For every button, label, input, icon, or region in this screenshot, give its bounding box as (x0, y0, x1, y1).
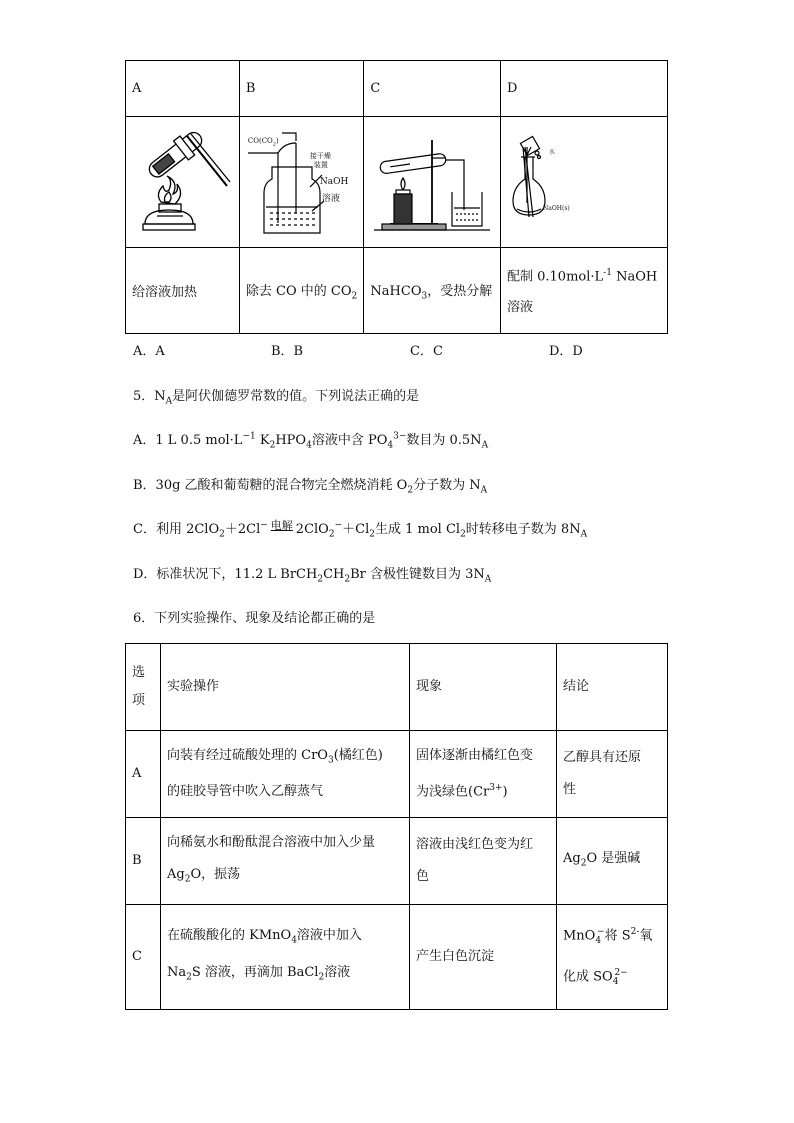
text-fragment: 2- (630, 927, 640, 938)
header-conclusion: 结论 (557, 644, 668, 731)
text-fragment: 生成 1 mol Cl (374, 522, 461, 537)
text-fragment: 溶液由浅红色变为红 (416, 837, 534, 852)
text-fragment: 向稀氨水和酚酞混合溶液中加入少量 (167, 834, 376, 850)
text-fragment: A．1 L 0.5 mol·L (133, 433, 243, 448)
row-c-option: C (126, 905, 161, 1010)
text-fragment: 为浅绿色(Cr (416, 784, 490, 800)
naoh-label: NaOH (319, 177, 349, 187)
row-b-operation (161, 818, 410, 905)
row-c-operation (161, 905, 410, 1010)
text-fragment: 2 (318, 972, 325, 983)
apparatus-d-image (501, 117, 668, 248)
text-fragment: 4 (612, 976, 619, 987)
text-fragment: ) (502, 784, 508, 800)
caption-b (239, 248, 364, 334)
text-fragment: A (480, 485, 488, 496)
text-fragment: 2 (369, 529, 375, 540)
text-fragment: D．标准状况下，11.2 L BrCH (133, 567, 318, 582)
caption-b-text: 除去 CO 中的 CO (245, 283, 352, 299)
row-b-option: B (126, 818, 161, 905)
apparatus-c-image (364, 117, 501, 248)
text-fragment: 2 (186, 972, 192, 983)
header-phenomenon: 现象 (410, 644, 557, 731)
text-fragment: 色 (416, 869, 430, 884)
text-fragment: ＋2Cl (224, 522, 261, 537)
water-label: 水 (549, 149, 556, 156)
gas-label: CO(CO (247, 137, 273, 145)
row-a-operation (161, 731, 410, 818)
text-fragment: A (580, 529, 588, 540)
text-fragment: 2 (269, 440, 276, 451)
caption-d-line1-post: NaOH (611, 269, 658, 285)
text-fragment: O，振荡 (190, 866, 241, 882)
text-fragment (248, 137, 279, 147)
naoh-solid-label: NaOH(s) (543, 205, 570, 212)
q5-stem-num: 5．N (133, 389, 166, 404)
q5-option-c (133, 518, 587, 540)
text-fragment: 溶液中加入 (296, 928, 362, 944)
text-fragment: A (481, 440, 489, 451)
text-fragment: 溶液中含 PO (311, 433, 388, 448)
text-fragment: 3 (327, 755, 334, 766)
text-fragment: 2ClO (295, 522, 329, 537)
text-fragment: 2 (580, 858, 587, 869)
text-fragment: Br 含极性键数目为 3N (350, 567, 485, 582)
caption-b-sub: 2 (351, 291, 358, 302)
row-c-conclusion (557, 905, 668, 1010)
text-fragment: 4 (387, 440, 394, 451)
text-fragment: −1 (242, 431, 256, 442)
caption-a: 给溶液加热 (126, 248, 240, 334)
text-fragment: 乙醇具有还原 (563, 750, 642, 765)
q5-stem (133, 385, 419, 407)
q5-option-b (133, 474, 487, 496)
text-fragment: C．利用 2ClO (133, 522, 220, 537)
header-c: C (364, 61, 501, 117)
table-row (126, 818, 668, 905)
text-fragment: 项 (132, 693, 146, 708)
text-fragment: ＋Cl (342, 522, 370, 537)
caption-c-post: ，受热分解 (427, 283, 493, 299)
text-fragment: Ag (167, 866, 185, 882)
header-option (126, 644, 161, 731)
text-fragment: 的硅胶导管中吹入乙醇蒸气 (167, 784, 324, 800)
text-fragment: 时转移电子数为 8N (465, 522, 581, 537)
row-b-conclusion (557, 818, 668, 905)
volumetric-flask-illustration (501, 117, 667, 243)
caption-d (501, 248, 668, 334)
text-fragment: 在硫酸酸化的 KMnO (167, 928, 292, 944)
text-fragment: O 是强碱 (586, 850, 641, 866)
table-row (126, 731, 668, 818)
apparatus-b-image (239, 117, 364, 248)
row-a-option: A (126, 731, 161, 818)
q5-stem-sub: A (165, 396, 173, 407)
text-fragment: 2− (614, 968, 628, 978)
header-a: A (126, 61, 240, 117)
text-fragment: 2 (328, 529, 335, 540)
text-fragment: 2 (407, 485, 414, 496)
header-operation: 实验操作 (161, 644, 410, 731)
text-fragment: 2 (184, 874, 191, 885)
text-fragment: 2 (219, 529, 225, 540)
text-fragment: 4 (306, 440, 312, 451)
gas-label-close: ) (275, 137, 279, 145)
q4-option-b: B．B (271, 344, 304, 359)
caption-d-line2: 溶液 (507, 299, 534, 315)
text-fragment: (橘红色) (333, 747, 383, 763)
dry-label-1: 接干燥 (309, 152, 331, 160)
q4-option-c: C．C (410, 344, 443, 359)
text-fragment: 固体逐渐由橘红色变 (416, 747, 534, 763)
text-fragment: − (597, 927, 605, 938)
row-b-phenomenon (410, 818, 557, 905)
text-fragment: 溶液 (324, 965, 351, 980)
apparatus-a-image (126, 117, 240, 248)
header-b: B (239, 61, 364, 117)
apparatus-table (125, 60, 668, 334)
text-fragment: A (484, 574, 492, 585)
text-fragment: S 溶液，再滴加 BaCl (191, 965, 319, 980)
text-fragment: 3− (393, 431, 407, 442)
row-c-phenomenon: 产生白色沉淀 (410, 905, 557, 1010)
text-fragment: 化成 SO (563, 969, 613, 985)
q5-option-a (133, 429, 488, 451)
heating-decomposition-illustration (370, 120, 494, 240)
caption-c-text: NaHCO (370, 283, 422, 299)
text-fragment: 4 (291, 936, 297, 946)
text-fragment: − (260, 520, 268, 531)
row-a-conclusion (557, 731, 668, 818)
electrolysis-arrow: 电解 (270, 519, 293, 532)
experiment-table (125, 643, 668, 1010)
text-fragment: Ag (563, 850, 581, 866)
row-a-phenomenon (410, 731, 557, 818)
q4-option-a: A．A (133, 344, 165, 359)
text-fragment: 氧 (639, 928, 653, 944)
text-fragment: K (255, 433, 270, 448)
text-fragment: B．30g 乙酸和葡萄糖的混合物完全燃烧消耗 O (133, 478, 408, 493)
text-fragment: 将 S (604, 928, 631, 944)
text-fragment: 向装有经过硫酸处理的 CrO (167, 747, 328, 763)
text-fragment: − (334, 520, 343, 531)
text-fragment: 性 (563, 782, 577, 797)
test-tube-heating-illustration (127, 120, 237, 240)
text-fragment: 数目为 0.5N (406, 433, 482, 448)
header-d: D (501, 61, 668, 117)
text-fragment: 选 (132, 665, 146, 680)
gas-label-sub: 2 (272, 141, 276, 148)
caption-c (364, 248, 501, 334)
text-fragment: MnO (563, 928, 596, 944)
q5-option-d (133, 563, 491, 585)
text-fragment: 2 (344, 574, 351, 585)
text-fragment: CH (323, 567, 345, 582)
text-fragment: 2 (460, 529, 466, 540)
text-fragment: 2 (317, 574, 324, 585)
solution-label: 溶液 (321, 194, 340, 204)
text-fragment: 4 (595, 936, 602, 946)
text-fragment: HPO (275, 433, 307, 448)
q5-stem-rest: 是阿伏伽德罗常数的值。下列说法正确的是 (172, 389, 420, 404)
q4-option-d: D．D (549, 344, 583, 359)
text-fragment: 分子数为 N (413, 478, 481, 493)
table-row (126, 905, 668, 1010)
text-fragment: Na (167, 965, 187, 980)
text-fragment: 3+ (489, 782, 503, 793)
caption-c-sub: 3 (421, 291, 428, 302)
q6-stem: 6．下列实验操作、现象及结论都正确的是 (133, 611, 376, 626)
caption-d-line1: 配制 0.10mol·L (507, 269, 604, 285)
dry-label-2: 装置 (313, 161, 328, 169)
caption-d-sup: -1 (603, 268, 612, 279)
